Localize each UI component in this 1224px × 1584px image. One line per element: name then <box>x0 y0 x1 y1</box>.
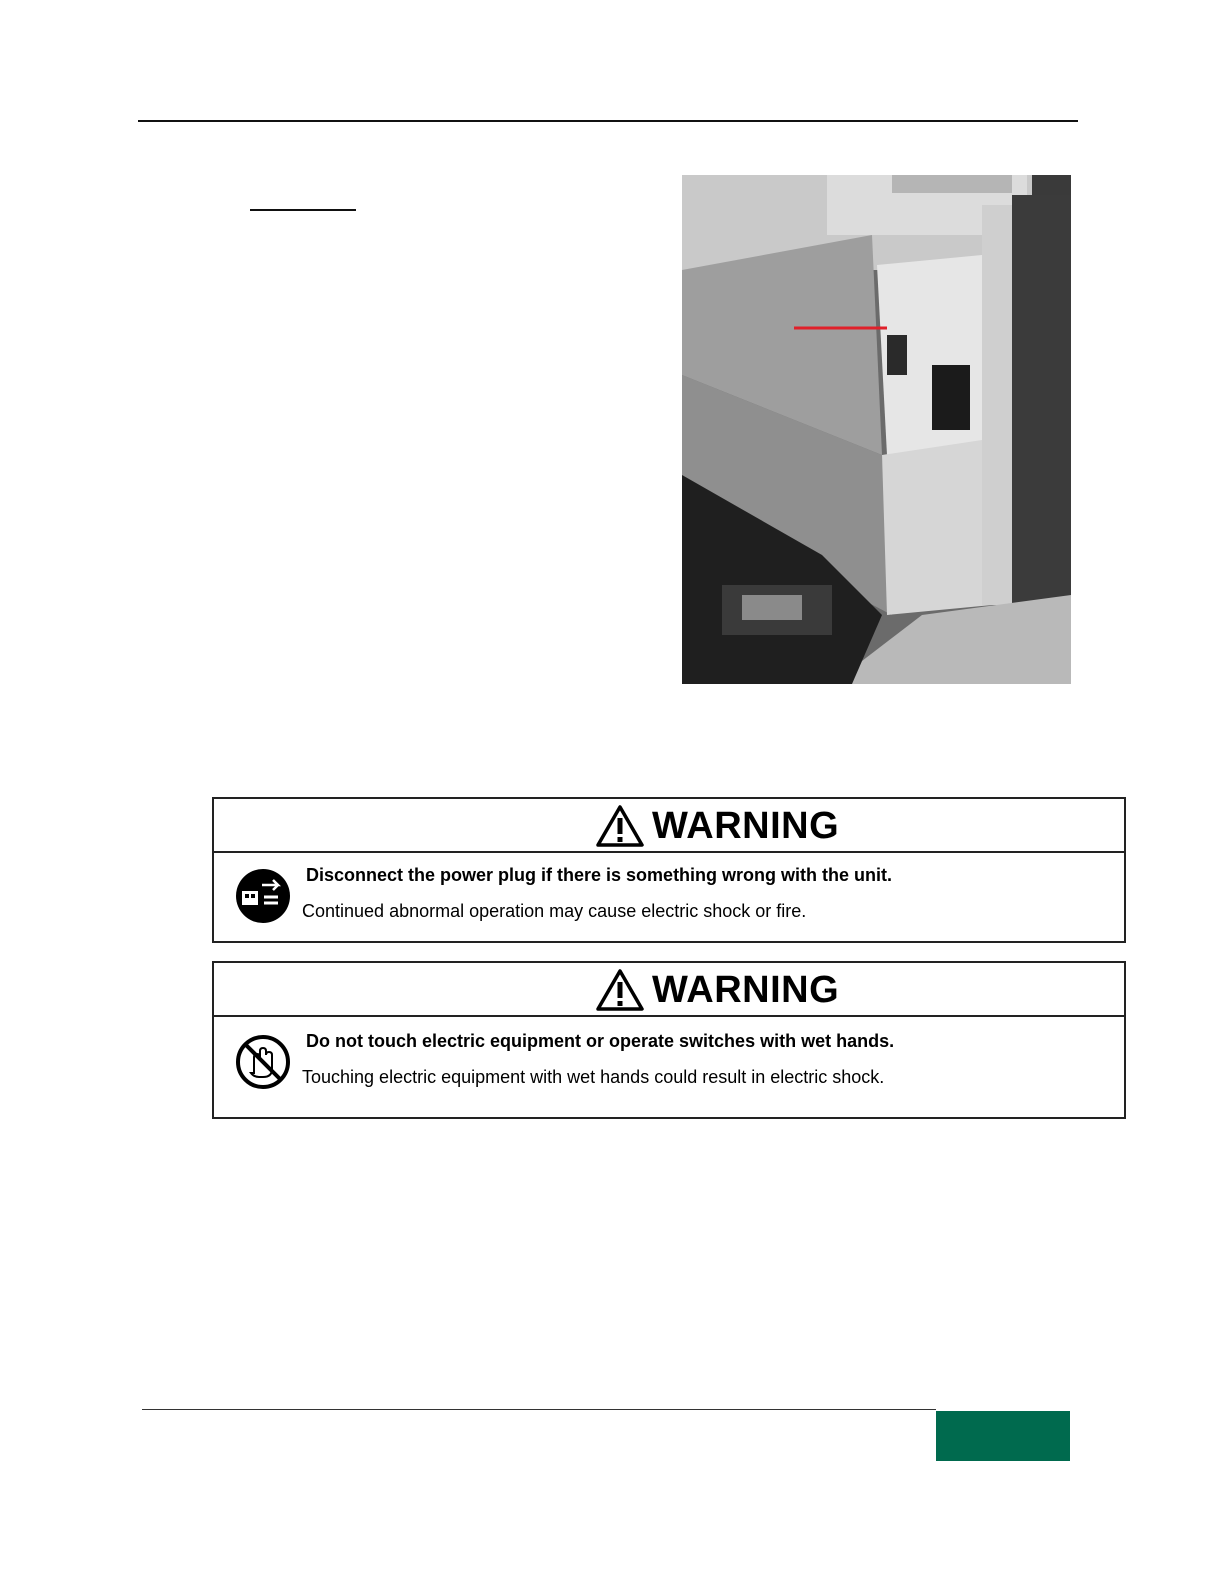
warning-title: WARNING <box>652 968 840 1011</box>
footer-rule <box>142 1409 936 1410</box>
warning-box-power <box>212 797 1126 943</box>
machine-photo <box>682 175 1071 684</box>
no-wet-hands-icon <box>234 1033 292 1091</box>
warning-headline: Disconnect the power plug if there is something wrong with the unit. <box>306 865 893 885</box>
warning-box-wet-hands <box>212 961 1126 1119</box>
header-rule <box>138 120 1078 122</box>
warning-title: WARNING <box>652 804 840 847</box>
warning-triangle-icon <box>596 968 644 1012</box>
section-heading-underline <box>250 209 356 211</box>
warning-detail: Continued abnormal operation may cause electric shock or fire. <box>302 901 807 921</box>
warning-header <box>214 799 1124 853</box>
unplug-power-icon <box>234 867 292 925</box>
warning-detail: Touching electric equipment with wet hands could result in electric shock. <box>302 1067 885 1087</box>
warning-header <box>214 963 1124 1017</box>
warning-triangle-icon <box>596 804 644 848</box>
warning-headline: Do not touch electric equipment or operate switches with wet hands. <box>306 1031 895 1051</box>
footer-accent-block <box>936 1411 1070 1461</box>
